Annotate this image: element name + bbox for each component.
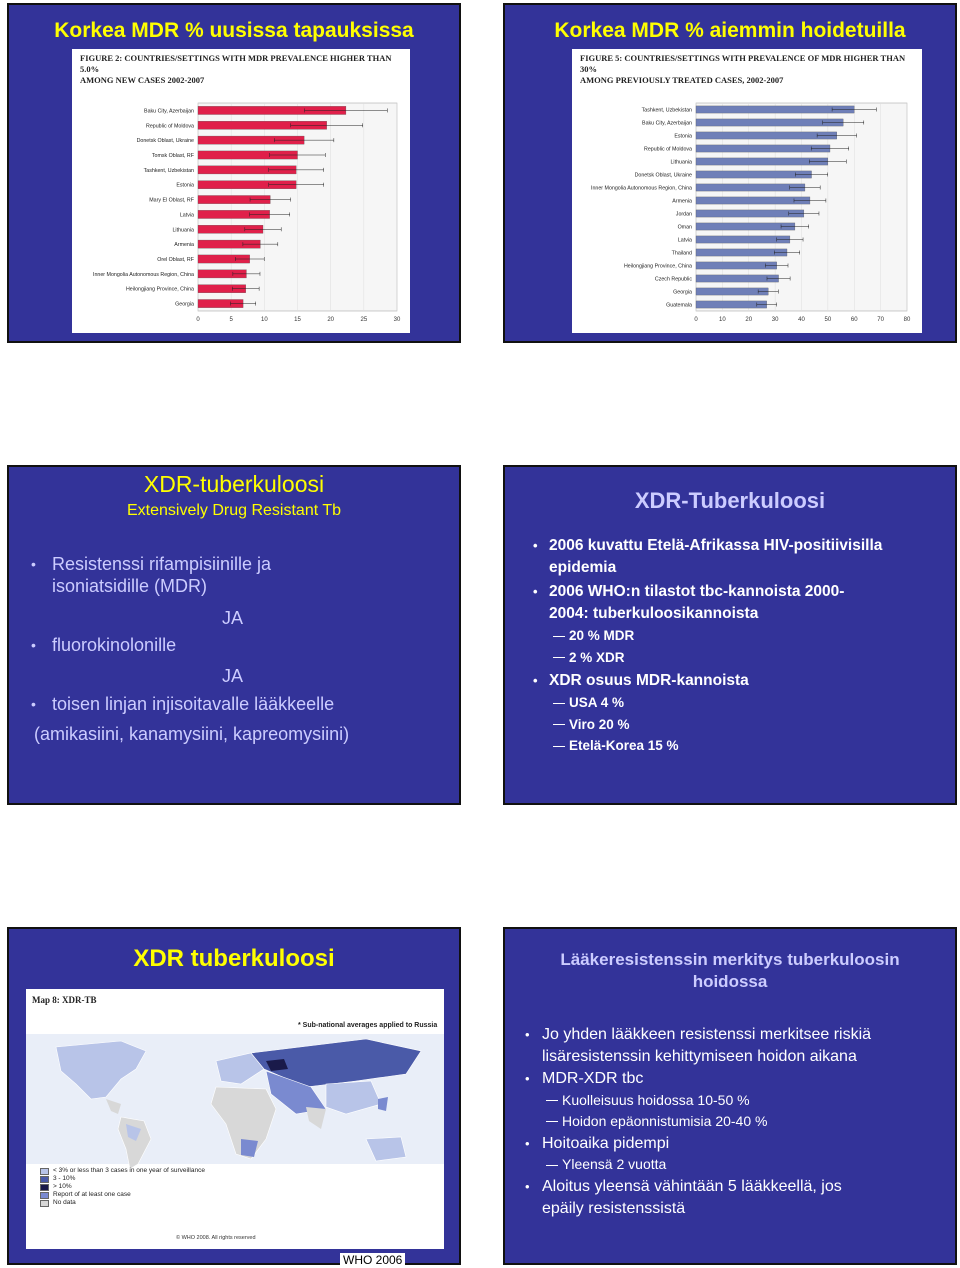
category-label: Heilongjiang Province, China <box>125 286 194 293</box>
bullet-item <box>525 1176 945 1219</box>
bullet-text-line: 2006 kuvattu Etelä-Afrikassa HIV-positiivisilla <box>549 537 883 554</box>
ja-label-1: JA <box>222 608 244 628</box>
x-tick-label: 5 <box>229 317 233 323</box>
category-label: Oman <box>677 224 692 231</box>
bar <box>696 301 767 308</box>
legend-swatch <box>40 1200 49 1207</box>
bullet-text-line: Etelä-Korea 15 % <box>569 738 679 753</box>
map-legend <box>40 1167 205 1207</box>
bullet-dot: • <box>533 673 538 688</box>
x-tick-label: 30 <box>771 317 779 323</box>
slide-mdr-previously-treated <box>503 3 957 343</box>
sub-bullet-item <box>533 735 943 757</box>
bar <box>696 106 854 113</box>
x-tick-label: 20 <box>327 317 335 323</box>
slide-title: XDR tuberkuloosi <box>133 945 335 972</box>
chart-svg <box>72 49 410 333</box>
category-label: Georgia <box>673 289 692 296</box>
world-map-svg <box>26 989 444 1249</box>
category-label: Estonia <box>674 133 692 140</box>
bar <box>696 288 768 295</box>
bar <box>696 275 779 282</box>
bullet-list <box>533 533 943 757</box>
bullet-text-line: 20 % MDR <box>569 628 635 643</box>
category-label: Thailand <box>671 250 692 257</box>
slide-title: Korkea MDR % aiemmin hoidetuilla <box>554 19 906 42</box>
bullet-item <box>533 535 943 579</box>
legend-label: Report of at least one case <box>53 1191 131 1198</box>
map-copyright: © WHO 2008. All rights reserved <box>176 1235 256 1241</box>
bullet-text-line: Viro 20 % <box>569 716 630 732</box>
bullet-text-line: epäily resistenssistä <box>542 1199 686 1217</box>
legend-item <box>40 1183 205 1191</box>
slide-mdr-new-cases <box>7 3 461 343</box>
category-label: Latvia <box>677 237 692 244</box>
chart-title-line2: AMONG PREVIOUSLY TREATED CASES, 2002-2007 <box>580 75 784 85</box>
category-label: Republic of Moldova <box>146 123 194 130</box>
x-tick-label: 25 <box>360 317 368 323</box>
legend-swatch <box>40 1176 49 1183</box>
category-label: Latvia <box>179 212 194 219</box>
mdr-previously-treated-chart <box>572 49 922 333</box>
slide-title <box>505 949 955 993</box>
category-label: Orel Oblast, RF <box>157 257 194 263</box>
xdr-world-map <box>26 989 444 1249</box>
bar <box>696 184 805 191</box>
dash-marker <box>546 1121 558 1122</box>
chart-title-line2: AMONG NEW CASES 2002-2007 <box>80 75 205 85</box>
bullet-dot: • <box>533 584 538 599</box>
bullet-text-line: 2006 WHO:n tilastot tbc-kannoista 2000- <box>549 583 845 600</box>
slide-title: Korkea MDR % uusissa tapauksissa <box>54 19 414 42</box>
bullet-text-line: Hoidon epäonnistumisia 20-40 % <box>562 1112 768 1129</box>
dash-marker <box>553 636 565 637</box>
bullet-item <box>525 1024 945 1067</box>
bullet-fluoroquinolone: • fluorokinolonille <box>31 635 177 655</box>
legend-label: No data <box>53 1199 76 1206</box>
bullet-text-line: USA 4 % <box>569 695 625 710</box>
dash-marker <box>553 724 565 725</box>
category-label: Czech Republic <box>654 276 692 283</box>
bullet-item <box>525 1133 945 1155</box>
slide-xdr-definition <box>7 465 461 805</box>
x-tick-label: 10 <box>719 317 726 323</box>
bar <box>696 158 828 165</box>
bullet-text-line: epidemia <box>549 559 617 576</box>
bullet-dot: • <box>525 1071 530 1086</box>
bullet-text-line: XDR osuus MDR-kannoista <box>549 672 749 689</box>
sub-bullet-item <box>533 692 943 714</box>
x-tick-label: 60 <box>850 317 858 323</box>
category-label: Lithuania <box>670 159 692 166</box>
category-label: Inner Mongolia Autonomous Region, China <box>92 271 194 278</box>
sub-bullet-item <box>533 625 943 647</box>
bar <box>696 249 787 256</box>
category-label: Baku City, Azerbaijan <box>642 120 692 127</box>
bullet-injectable: • toisen linjan injisoitavalle lääkkeelle <box>31 694 335 714</box>
legend-label: > 10% <box>53 1183 72 1190</box>
legend-swatch <box>40 1184 49 1191</box>
slide-title: XDR-tuberkuloosi <box>143 471 325 497</box>
category-label: Armenia <box>672 198 692 205</box>
sub-bullet-item <box>533 714 943 736</box>
legend-item <box>40 1167 205 1175</box>
category-label: Inner Mongolia Autonomous Region, China <box>590 185 692 192</box>
category-label: Tomsk Oblast, RF <box>151 153 194 159</box>
slide-xdr-statistics <box>503 465 957 805</box>
x-tick-label: 10 <box>260 317 268 323</box>
category-label: Armenia <box>174 242 194 249</box>
x-tick-label: 70 <box>877 317 884 323</box>
dash-marker <box>553 703 565 704</box>
bullet-text-line: Aloitus yleensä vähintään 5 lääkkeellä, jos <box>542 1178 842 1195</box>
bullet-dot: • <box>525 1027 530 1042</box>
chart-svg <box>572 49 922 333</box>
category-label: Republic of Moldova <box>644 146 692 153</box>
category-label: Heilongjiang Province, China <box>623 263 692 270</box>
bullet-mdr: • Resistenssi rifampisiinille ja isoniatsidille (MDR) <box>31 554 272 596</box>
bullet-dot: • <box>525 1179 530 1194</box>
bar <box>696 197 810 204</box>
map-label: Map 8: XDR-TB <box>32 995 97 1005</box>
x-tick-label: 40 <box>798 317 805 323</box>
bullet-text-line: Hoitoaika pidempi <box>542 1134 670 1152</box>
title-line1: Lääkeresistenssin merkitys tuberkuloosin <box>560 950 900 969</box>
dash-marker <box>553 657 565 658</box>
bullet-text-line: 2 % XDR <box>569 649 625 665</box>
bullet-list <box>525 1023 945 1219</box>
category-label: Baku City, Azerbaijan <box>144 108 194 115</box>
dash-marker <box>546 1165 558 1166</box>
slide-subtitle: Extensively Drug Resistant Tb <box>126 502 341 519</box>
ja-label-2: JA <box>222 666 244 686</box>
slide-title: XDR-Tuberkuloosi <box>634 488 826 513</box>
bar <box>696 236 790 243</box>
bar <box>696 171 812 178</box>
title-line2: hoidossa <box>692 972 768 991</box>
bullet-item <box>533 670 943 692</box>
bullet-text-line: MDR-XDR tbc <box>542 1070 644 1087</box>
source-footer: WHO 2006 <box>340 1253 405 1267</box>
x-tick-label: 80 <box>903 317 911 323</box>
chart-title-line1: FIGURE 2: COUNTRIES/SETTINGS WITH MDR PREVALENCE HIGHER THAN 5.0% <box>80 53 392 74</box>
legend-swatch <box>40 1168 49 1175</box>
bar <box>696 119 843 126</box>
legend-swatch <box>40 1192 49 1199</box>
slide-resistance-significance <box>503 927 957 1265</box>
injectable-drug-list: (amikasiini, kanamysiini, kapreomysiini) <box>34 724 350 744</box>
x-tick-label: 30 <box>393 317 401 323</box>
category-label: Estonia <box>176 182 194 189</box>
sub-bullet-item <box>525 1111 945 1132</box>
x-tick-label: 50 <box>824 317 832 323</box>
bullet-item <box>533 581 943 625</box>
x-tick-label: 20 <box>745 317 753 323</box>
bar <box>696 145 830 152</box>
category-label: Donetsk Oblast, Ukraine <box>634 172 692 179</box>
legend-item <box>40 1191 205 1199</box>
sub-bullet-item <box>533 647 943 669</box>
bullet-text-line: lisäresistenssin kehittymiseen hoidon aikana <box>542 1047 857 1065</box>
dash-marker <box>546 1100 558 1101</box>
x-tick-label: 0 <box>694 317 698 323</box>
dash-marker <box>553 746 565 747</box>
bullet-text-line: Yleensä 2 vuotta <box>562 1156 667 1172</box>
bullet-text-line: 2004: tuberkuloosikannoista <box>549 605 759 622</box>
category-label: Tashkent, Uzbekistan <box>143 167 194 174</box>
bullet-item <box>525 1068 945 1090</box>
category-label: Guatemala <box>666 302 692 309</box>
bullet-dot: • <box>533 538 538 553</box>
bar <box>696 262 777 269</box>
legend-item <box>40 1199 205 1207</box>
bar <box>696 210 804 217</box>
legend-label: 3 - 10% <box>53 1175 76 1182</box>
x-tick-label: 15 <box>294 317 301 323</box>
sub-bullet-item <box>525 1090 945 1111</box>
category-label: Tashkent, Uzbekistan <box>641 107 692 114</box>
chart-title-line1: FIGURE 5: COUNTRIES/SETTINGS WITH PREVALENCE OF MDR HIGHER THAN 30% <box>580 53 906 74</box>
legend-label: < 3% or less than 3 cases in one year of surveillance <box>53 1167 205 1174</box>
category-label: Donetsk Oblast, Ukraine <box>136 138 194 145</box>
category-label: Mary El Oblast, RF <box>149 197 194 204</box>
bullet-text-line: Kuolleisuus hoidossa 10-50 % <box>562 1091 750 1108</box>
mdr-new-cases-chart <box>72 49 410 333</box>
bullet-dot: • <box>525 1135 530 1151</box>
map-note: * Sub-national averages applied to Russia <box>298 1022 438 1029</box>
legend-item <box>40 1175 205 1183</box>
x-tick-label: 0 <box>196 317 200 323</box>
category-label: Jordan <box>675 211 692 218</box>
bar <box>696 132 837 139</box>
sub-bullet-item <box>525 1154 945 1175</box>
bullet-text-line: Jo yhden lääkkeen resistenssi merkitsee riskiä <box>542 1026 872 1043</box>
category-label: Lithuania <box>172 227 194 234</box>
bar <box>696 223 795 230</box>
category-label: Georgia <box>175 301 194 308</box>
slide-xdr-map <box>7 927 461 1265</box>
